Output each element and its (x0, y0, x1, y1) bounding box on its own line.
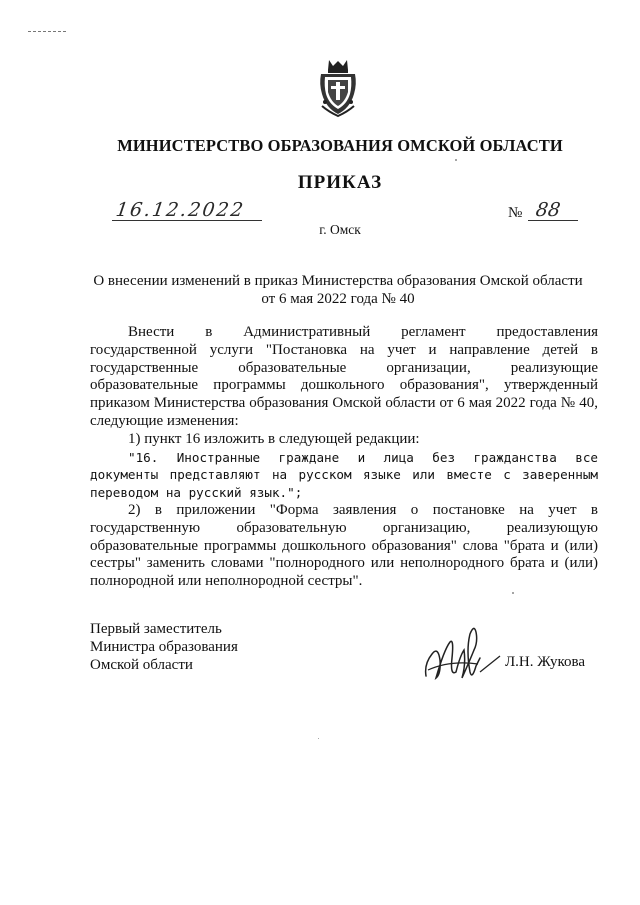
number-underline (528, 220, 578, 221)
handwritten-signature-icon (420, 620, 502, 690)
city: г. Омск (319, 222, 361, 237)
signer-name: Л.Н. Жукова (505, 654, 586, 670)
subject-line-2: от 6 мая 2022 года № 40 (261, 291, 415, 307)
signer-position-line-2: Министра образования (90, 639, 238, 655)
scan-speck (455, 159, 457, 161)
date-underline (112, 220, 262, 221)
signer-position-line-1: Первый заместитель (90, 621, 222, 637)
body-intro: Внести в Административный регламент предоставления государственной услуги "Постановка на учет и направление детей в государственные образовательные организации, реализующие образовательные программы дошкольного образования", утвержденный приказом Министерства образования Омской области от 6 мая 2022 года № 40, следующие изменения: (90, 324, 598, 429)
body-item-1-text: "16. Иностранные граждане и лица без гражданства все документы представляют на русском языке или вместе с заверенным переводом на русский язык."; (90, 449, 598, 501)
scan-artifact-mark (28, 30, 68, 33)
signer-position-line-3: Омской области (90, 657, 193, 673)
order-body (90, 324, 598, 591)
signer-position (90, 620, 238, 674)
body-item-2: 2) в приложении "Форма заявления о постановке на учет в государственную образовательную организацию, реализующую образовательные программы дошкольного образования" слова "брата и (или) сестры" заменить словами "полнородного или неполнородного брата и (или) полнородной или неполнородной сестры". (90, 501, 598, 590)
subject-line-1: О внесении изменений в приказ Министерства образования Омской области (93, 273, 583, 289)
order-subject (78, 272, 598, 308)
omsk-coat-of-arms-icon (317, 58, 359, 118)
ministry-title: МИНИСТЕРСТВО ОБРАЗОВАНИЯ ОМСКОЙ ОБЛАСТИ (117, 136, 563, 155)
scan-speck (318, 738, 319, 739)
number-label: № (508, 205, 523, 221)
body-item-1: 1) пункт 16 изложить в следующей редакции: (128, 430, 420, 447)
order-date: 16.12.2022 (114, 199, 247, 221)
order-number: 88 (534, 199, 562, 221)
document-type: ПРИКАЗ (297, 172, 383, 193)
scan-speck (512, 592, 514, 594)
